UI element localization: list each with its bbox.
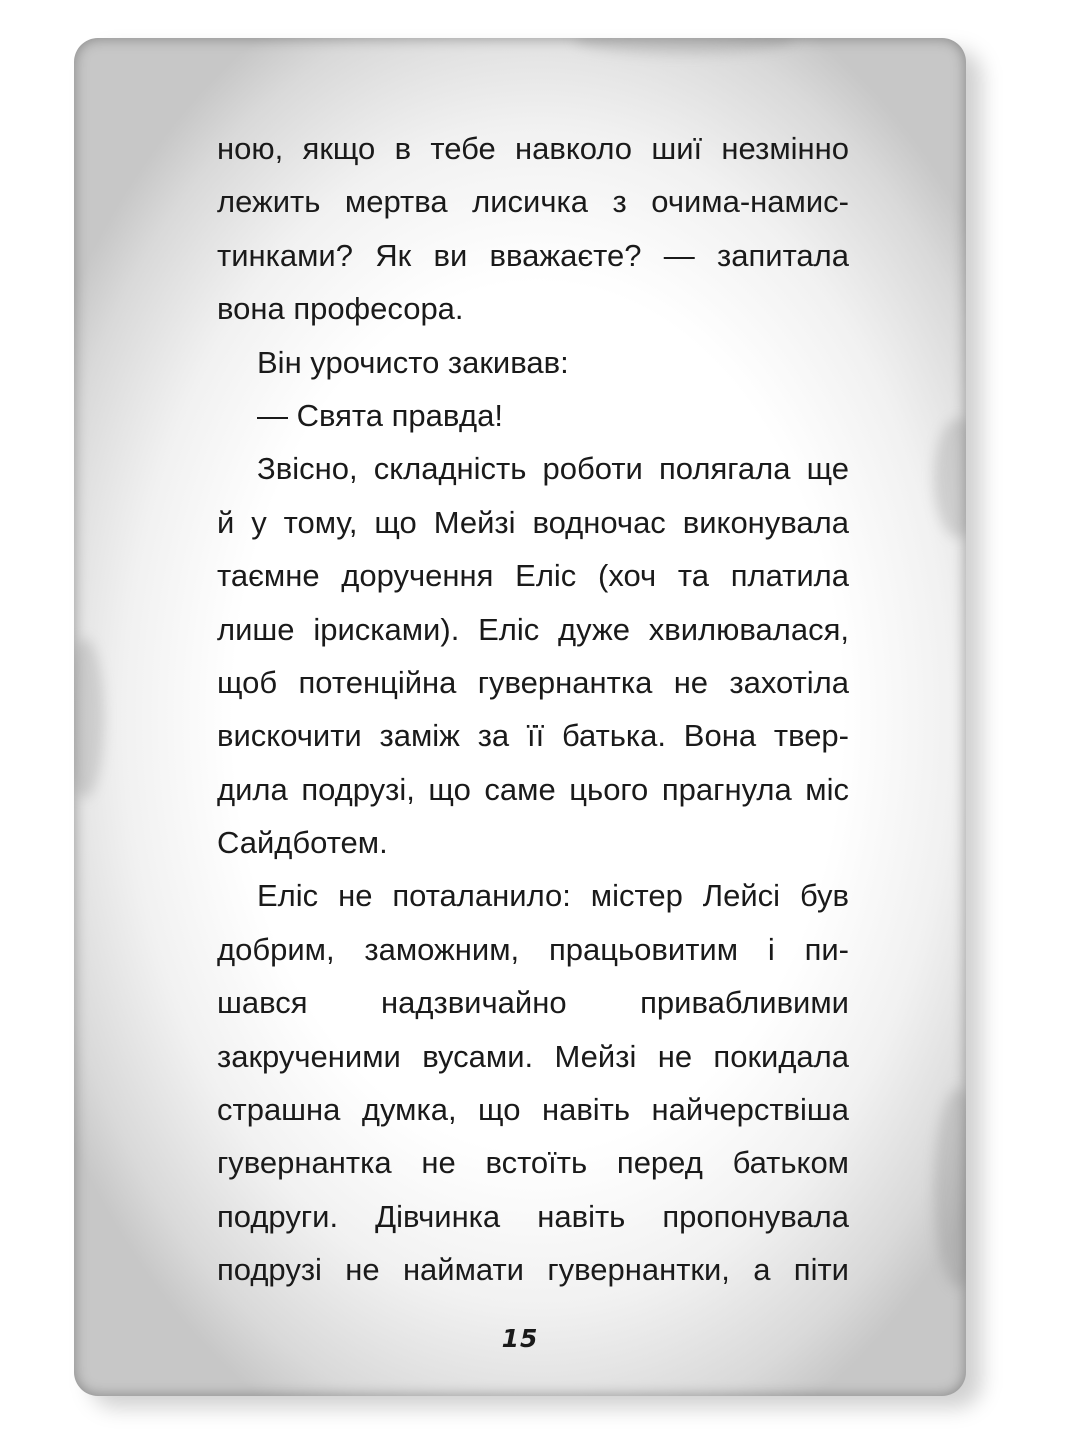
text-line: подрузі не наймати гувернантки, а піти [217,1252,849,1288]
text-line: вискочити заміж за її батька. Вона твер- [217,718,849,754]
book-text [217,122,849,1297]
text-line: й у тому, що Мейзі водночас виконувала [217,504,849,540]
text-line: — Свята правда! [257,397,503,433]
page-number: 15 [501,1324,539,1353]
edge-stain [934,418,966,538]
text-line: таємне доручення Еліс (хоч та платила [217,558,849,594]
text-line: лежить мертва лисичка з очима-намис- [217,184,849,220]
text-line: подруги. Дівчинка навіть пропонувала [217,1198,849,1234]
book-page [74,38,966,1396]
text-line: тинками? Як ви вважаєте? — запитала [217,237,849,273]
text-line: щоб потенційна гувернантка не захотіла [217,664,849,700]
text-line: дила подрузі, що саме цього прагнула міс [217,771,849,807]
text-line: Еліс не поталанило: містер Лейсі був [257,878,849,914]
text-line: страшна думка, що навіть найчерствіша [217,1092,849,1128]
text-line: Звісно, складність роботи полягала ще [257,451,849,487]
text-line: закрученими вусами. Мейзі не покидала [217,1038,849,1074]
text-line: шався надзвичайно привабливими [217,985,849,1021]
text-line: вона професора. [217,291,464,327]
text-line: добрим, заможним, працьовитим і пи- [217,931,849,967]
edge-stain [934,1088,966,1288]
text-line: Він урочисто закивав: [257,344,569,380]
edge-stain [574,38,794,54]
text-line: гувернантка не встоїть перед батьком [217,1145,849,1181]
text-line: Сайдботем. [217,825,388,861]
text-line: лише ірисками). Еліс дуже хвилювалася, [217,611,849,647]
edge-stain [74,638,104,798]
text-line: ною, якщо в тебе навколо шиї незмінно [217,131,849,166]
